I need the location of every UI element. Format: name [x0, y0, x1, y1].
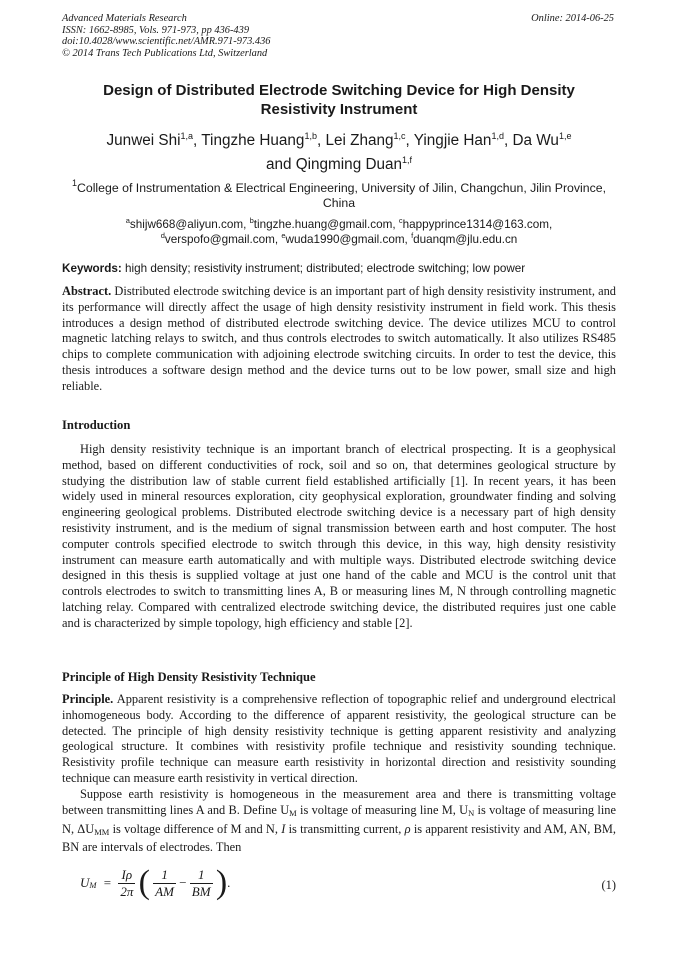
- definition-paragraph: [62, 787, 616, 856]
- italic-symbol: I: [281, 821, 286, 836]
- affiliation-line-2: China: [322, 196, 356, 210]
- text-run: is voltage of measuring line N, ΔU: [62, 802, 616, 836]
- author-superscript: 1,c: [393, 131, 406, 141]
- author-superscript: 1,d: [491, 131, 504, 141]
- author-superscript: 1,e: [558, 131, 572, 141]
- journal-header: [62, 13, 614, 59]
- subscript: N: [468, 807, 475, 818]
- copyright: © 2014 Trans Tech Publications Ltd, Switzerland: [62, 47, 268, 59]
- equation-period: .: [227, 875, 231, 890]
- author-superscript: 1,f: [402, 155, 413, 165]
- email-marker: e: [281, 231, 286, 240]
- right-paren: ): [215, 864, 228, 901]
- keywords: [62, 262, 616, 276]
- author-emails: [62, 217, 616, 247]
- doi: doi:10.4028/www.scientific.net/AMR.971-973.436: [62, 36, 271, 48]
- fraction-bm: [190, 867, 213, 900]
- author-superscript: 1,a: [180, 131, 194, 141]
- author-name: Tingzhe Huang: [201, 132, 305, 149]
- introduction-heading: Introduction: [62, 418, 131, 432]
- issn: ISSN: 1662-8985, Vols. 971-973, pp 436-439: [62, 24, 250, 36]
- fraction-denominator: 2π: [120, 883, 134, 899]
- principle-paragraph: [62, 692, 616, 787]
- affiliation: [62, 178, 616, 211]
- title-line-1: Design of Distributed Electrode Switching Device for High Density: [103, 82, 575, 99]
- equation-lhs-subscript: M: [89, 879, 97, 890]
- author-list: Junwei Shi$^{1,a}$, Tingzhe Huang$^{1,b}$, Lei Zhang$^{1,c}$, Yingjie Han$^{1,d}$, Da Wu$^{1,e}$ and Qingming Duan$^{1,f}$: [106, 131, 572, 173]
- author-name: Lei Zhang: [325, 132, 394, 149]
- fraction-coefficient: [118, 867, 135, 900]
- subscript: MM: [94, 826, 110, 837]
- author-name: Yingjie Han: [413, 132, 492, 149]
- paper-title: [62, 81, 616, 119]
- email-marker: d: [160, 231, 165, 240]
- fraction-am: [153, 867, 176, 900]
- text-run: is voltage of measuring line M, U: [296, 802, 469, 817]
- equation-number: (1): [601, 878, 616, 892]
- online-date: Online: 2014-06-25: [531, 13, 614, 24]
- equals-sign: =: [103, 875, 112, 890]
- principle-text: Apparent resistivity is a comprehensive reflection of topographic relief and underground electrical inhomogeneous body. According to the difference of apparent resistivity, the geological structure can be detected. The principle of high density resistivity technique is getting apparent resistivity and analyzing geological structure. It combines with resistivity profile technique and resistivity sounding technique. Resistivity profile technique can measure earth resistivity in horizontal direction and resistivity sounding technique can measure earth resistivity in vertical direction.: [62, 692, 616, 785]
- fraction-numerator: 1: [153, 867, 176, 884]
- author-conjunction: and: [265, 156, 292, 173]
- email-link[interactable]: shijw668@aliyun.com,: [129, 218, 247, 231]
- introduction-paragraph: High density resistivity technique is an important branch of electrical prospecting. It is a geophysical method, based on different conductivities of rock, soil and so on, that determines geological structure by studying the distribution law of stable current field established artificially [1]. In recent years, it has been widely used in mineral resources exploration, city geophysical exploration, groundwater finding and solving engineering geological problems. Distributed electrode switching device is a necessary part of high density resistivity instrument, and is the medium of signal transmission between earth and host computer. The host computer controls specified electrode to switch through this device, in this way, high density resistivity instrument can measure earth automatically and with multiple ways. Distributed electrode switching device designed in this thesis is supplied voltage at just one hand of the cable and MCU is the control unit that controls electrodes to switch to transmitting lines A, B or measuring lines M, N through controlling magnetic latching relay. Compared with centralized electrode switching device, the distributed requires just one cable and is characterized by simple topology, high efficiency and stable [2].: [62, 442, 616, 630]
- abstract: [62, 284, 616, 395]
- abstract-label: Abstract.: [62, 284, 112, 298]
- affiliation-number: 1: [71, 178, 77, 188]
- equation-1: [80, 866, 620, 906]
- email-link[interactable]: tingzhe.huang@gmail.com,: [253, 218, 396, 231]
- principle-heading: Principle of High Density Resistivity Technique: [62, 670, 316, 684]
- left-paren: (: [138, 864, 150, 901]
- fraction-numerator: 1: [190, 867, 213, 884]
- italic-symbol: ρ: [404, 821, 411, 836]
- text-run: is transmitting current,: [285, 821, 405, 836]
- author-name: Junwei Shi: [106, 132, 181, 149]
- title-line-2: Resistivity Instrument: [260, 101, 418, 118]
- subscript: M: [289, 807, 297, 818]
- abstract-text: Distributed electrode switching device is an important part of high density resistivity instrument, and its performance will directly affect the usage of high density resistivity instrument in field work. This thesis introduces a design method of distributed electrode switching device. The device utilizes MCU to control magnetic latching relays to switch, and thus controls electrodes to switch automatically. It also utilizes RS485 chips to complete communication with adjoining electrode switching circuits. In order to test the device, this thesis introduces a software design method and the device turns out to be low power, small size and high reliable.: [62, 284, 616, 393]
- text-run: Suppose earth resistivity is homogeneous in the measurement area and there is transmitting voltage between transmitting lines A and B. Define U: [62, 787, 616, 817]
- email-link[interactable]: verspofo@gmail.com,: [164, 233, 279, 246]
- principle-label: Principle.: [62, 692, 114, 706]
- email-link[interactable]: happyprince1314@163.com,: [402, 218, 553, 231]
- minus-sign: −: [179, 875, 187, 890]
- keywords-label: Keywords:: [62, 262, 122, 275]
- email-marker: b: [249, 216, 254, 225]
- email-marker: a: [125, 216, 130, 225]
- email-link[interactable]: duanqm@jlu.edu.cn: [413, 233, 518, 246]
- author-superscript: 1,b: [304, 131, 317, 141]
- fraction-denominator: AM: [155, 883, 174, 899]
- author-name: Da Wu: [512, 132, 559, 149]
- email-link[interactable]: wuda1990@gmail.com,: [285, 233, 408, 246]
- equation-lhs: U: [80, 875, 90, 890]
- text-run: is voltage difference of M and N,: [109, 821, 282, 836]
- author-name: Qingming Duan: [295, 156, 403, 173]
- email-marker: c: [398, 216, 403, 225]
- fraction-numerator: Iρ: [118, 867, 135, 884]
- email-marker: f: [411, 231, 414, 240]
- affiliation-line-1: College of Instrumentation & Electrical Engineering, University of Jilin, Changchun, Jilin Province,: [76, 181, 607, 195]
- fraction-denominator: BM: [191, 883, 211, 899]
- journal-name: Advanced Materials Research: [62, 13, 187, 24]
- text-run: is apparent resistivity and AM, AN, BM, BN are intervals of electrodes. Then: [62, 821, 616, 855]
- keywords-text: high density; resistivity instrument; distributed; electrode switching; low power: [125, 262, 526, 275]
